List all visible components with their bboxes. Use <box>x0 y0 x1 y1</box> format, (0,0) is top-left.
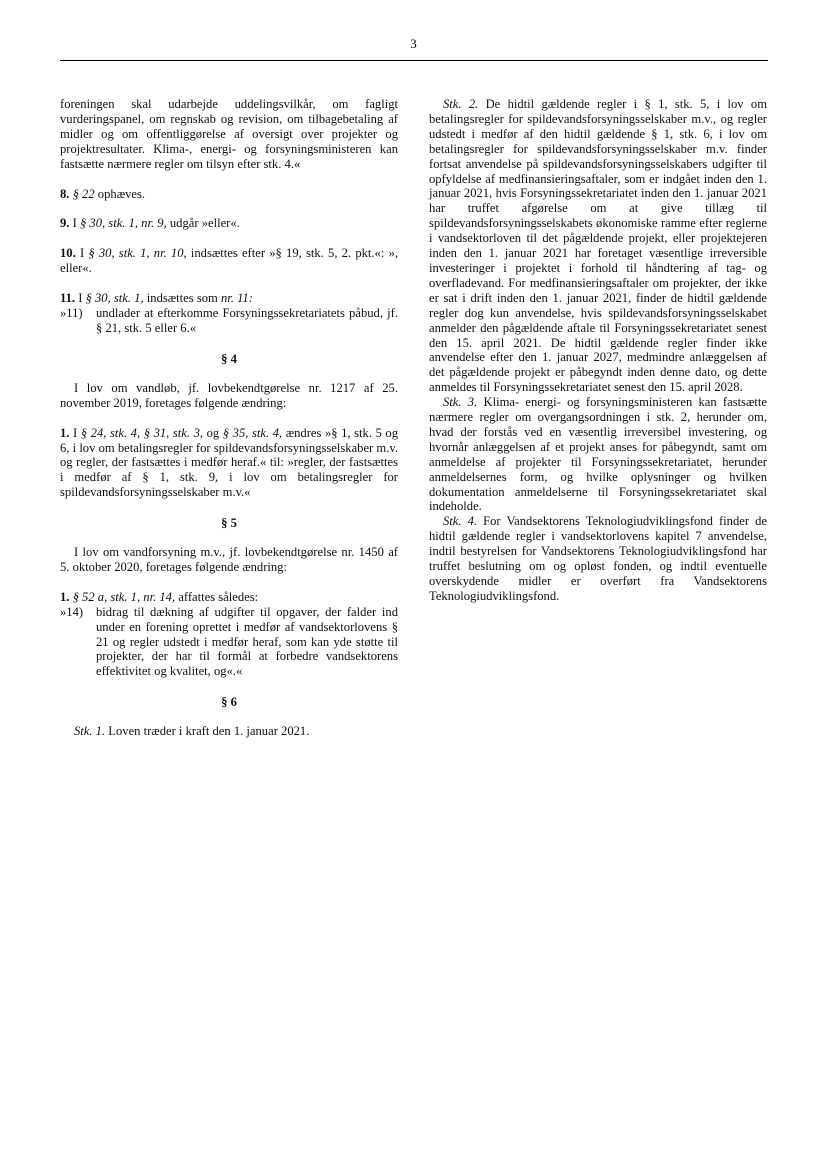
left-column <box>60 97 398 739</box>
item-text: ophæves. <box>94 186 146 201</box>
amendment-item-11 <box>60 291 398 306</box>
section-ref: § 30, stk. 1, <box>85 291 144 306</box>
amendment-item-1 <box>60 426 398 501</box>
item-text: ændres »§ 1, stk. 5 og 6, i lov om betalingsregler for spildevandsforsyningsselskaber m.v. og regler, der fastsættes i medfør heraf.« til: »regler, der fastsættes i medfør af § 1, stk. 9, i lov om betalingsregler for spildevandsforsyningsselskaber m.v.« <box>60 425 399 500</box>
stk-3 <box>429 395 767 514</box>
stk-4 <box>429 514 767 603</box>
item-text: indsættes som <box>143 291 221 306</box>
stk-text: For Vandsektorens Teknologiudviklingsfond finder de hidtil gældende regler i vandsektorlovens kapitel 7 anvendelse, indtil bestyrelsen for Vandsektorens Teknologiudviklingsfond har truffet beslutning om og opløst fonden, og indtil eventuelle overskydende midler er overført fra Vandsektorens Teknologiudviklingsfond. <box>429 514 767 603</box>
item-text: I <box>69 216 80 231</box>
item-text: indsættes efter »§ 19, stk. 5, 2. pkt.«: », eller«. <box>60 246 399 276</box>
item-text: I <box>75 246 89 261</box>
sub-item-text: undlader at efterkomme Forsyningssekretariatets påbud, jf. § 21, stk. 5 eller 6.« <box>96 306 398 335</box>
stk-text: Klima- energi- og forsyningsministeren kan fastsætte nærmere regler om overgangsordningen i stk. 2, herunder om, hvad der forstås ved en væsentlig irreversibel investering, og hvornår anlæggelsen af et projekt anses for påbegyndt, samt om anmeldelse af projekter til Forsyningssekretariatet, herunder anmeldelsernes form, og hvilke oplysninger og hvilken dokumentation anmeldelserne til Forsyningssekretariatet skal indeholde. <box>429 395 767 514</box>
item-number: 9. <box>60 216 70 231</box>
item-number: 11. <box>60 291 76 306</box>
header-rule <box>60 60 768 61</box>
stk-label: Stk. 2. <box>443 97 479 111</box>
stk-label: Stk. 4. <box>443 514 478 529</box>
stk-label: Stk. 3. <box>443 395 478 410</box>
sub-item-label: »14) <box>60 604 84 619</box>
section-ref: § 30, stk. 1, nr. 9, <box>79 216 167 231</box>
stk-2 <box>429 97 767 395</box>
amendment-item-10 <box>60 246 398 276</box>
section-heading-4: § 4 <box>221 351 237 366</box>
right-column <box>429 97 767 604</box>
item-number: 10. <box>60 246 76 261</box>
amendment-item-8 <box>60 187 398 202</box>
item-text: I <box>69 425 81 440</box>
stk-label: Stk. 1. <box>74 724 106 739</box>
item-text: affattes således: <box>175 589 259 604</box>
stk-1 <box>60 724 398 739</box>
stk-text: De hidtil gældende regler i § 1, stk. 5, i lov om betalingsregler for spildevandsforsyningsselskaber m.v., og regler udstedt i medfør af den hidtil gældende § 1, stk. 6, i lov om betalingsregler for spildevandsforsyningsselskaber m.v. finder fortsat anvendelse på spildevandsforsyningsselskabers udgifter til opfyldelse af medfinansieringsaftaler, som er indgået inden den 1. januar 2021, hvis Forsyningssekretariatet inden den 1. januar 2021 har truffet afgørelse om at give tillæg til spildevandsforsyningsselskabets økonomiske ramme efter reglerne i vandsektorloven til det pågældende projekt, eller projektejeren inden den 1. januar 2021 har foretaget væsentlige irreversible investeringer i projektet i forhold til håndtering af tag- og overfladevand. For medfinansieringsaftaler om projekter, der ikke er sat i drift inden den 1. januar 2021, finder de hidtil gældende regler dog kun anvendelse, hvis spildevandsforsyningsselskabet anmelder den pågældende aftale til Forsyningssekretariatet senest den 15. april 2021. De hidtil gældende regler finder ikke anvendelse efter den 1. januar 2027, medmindre anlæggelsen af det pågældende projekt er påbegyndt inden denne dato, og dette anmeldes til Forsyningssekretariatet senest den 15. april 2028. <box>429 97 767 395</box>
page-number: 3 <box>410 36 417 51</box>
stk-text: Loven træder i kraft den 1. januar 2021. <box>105 724 310 739</box>
section-heading-5: § 5 <box>221 516 237 531</box>
paragraph-continuation: foreningen skal udarbejde uddelingsvilkår, om fagligt vurderingspanel, om regnskab og revision, om tilbagebetaling af midler og om offentliggørelse af oversigt over projekter og projektresultater. Klima-, energi- og forsyningsministeren kan fastsætte nærmere regler om tilsyn efter stk. 4.« <box>60 97 398 171</box>
section-ref: § 22 <box>72 186 95 201</box>
section-ref: § 31, stk. 3, <box>143 425 204 440</box>
section-ref: § 24, stk. 4, <box>80 425 141 440</box>
section-ref: nr. 11: <box>220 291 253 306</box>
section-ref: § 35, stk. 4, <box>222 425 283 440</box>
item-text: udgår »eller«. <box>166 216 240 231</box>
amendment-item-1 <box>60 590 398 605</box>
item-number: 1. <box>60 589 70 604</box>
sub-item-11 <box>60 306 398 336</box>
section-ref: § 52 a, stk. 1, nr. 14, <box>72 589 176 604</box>
section-intro: I lov om vandløb, jf. lovbekendtgørelse nr. 1217 af 25. november 2019, foretages følgende ændring: <box>60 380 398 410</box>
item-text: I <box>75 291 86 306</box>
sub-item-14 <box>60 605 398 680</box>
item-number: 1. <box>60 425 70 440</box>
item-number: 8. <box>60 186 70 201</box>
item-text: og <box>203 425 223 440</box>
sub-item-label: »11) <box>60 306 83 321</box>
amendment-item-9 <box>60 216 398 231</box>
sub-item-text: bidrag til dækning af udgifter til opgaver, der falder ind under en forening oprettet i medfør af vandsektorlovens § 21 og regler udstedt i medfør heraf, som kan yde støtte til projekter, der har til formål at forbedre vandsektorens effektivitet og kvalitet, og«.« <box>96 604 398 679</box>
section-intro: I lov om vandforsyning m.v., jf. lovbekendtgørelse nr. 1450 af 5. oktober 2020, foretages følgende ændring: <box>60 545 398 574</box>
section-ref: § 30, stk. 1, nr. 10, <box>88 246 187 261</box>
section-heading-6: § 6 <box>221 695 237 710</box>
